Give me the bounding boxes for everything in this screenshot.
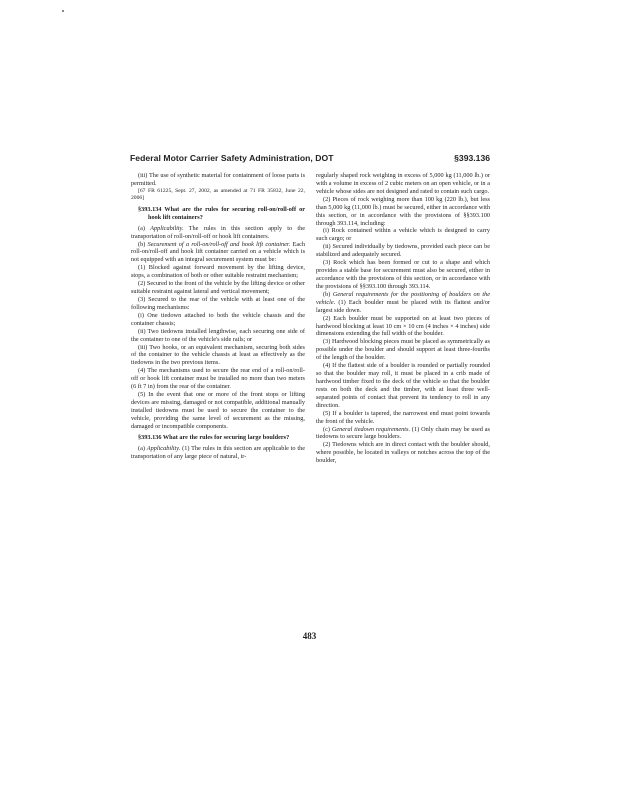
paragraph-b3iii: (iii) Two hooks, or an equivalent mechanism, securing both sides of the container to the vehicle chassis at least as effectively as the tiedowns in the two previous items. bbox=[131, 343, 305, 367]
page-number: 483 bbox=[302, 631, 317, 641]
paragraph-a3: (3) Rock which has been formed or cut to a shape and which provides a stable base for securement must also be secured, either in accordance with the provisions of this section, or in accordance with the provisions of §§393.100 through 393.114. bbox=[316, 259, 490, 290]
paragraph-b3ii: (ii) Two tiedowns installed lengthwise, each securing one side of the container to one of the vehicle's side rails; or bbox=[131, 327, 305, 343]
paragraph-136-a-applicability: (a) Applicability. (1) The rules in this section are applicable to the transportation of any large piece of natural, ir- bbox=[131, 444, 305, 460]
header-section-number: §393.136 bbox=[454, 153, 490, 163]
paragraph-b5-tapered: (5) If a boulder is tapered, the narrowest end must point towards the front of the vehicle. bbox=[316, 409, 490, 425]
paragraph-b-securement: (b) Securement of a roll-on/roll-off and hook lift container. Each roll-on/roll-off and hook lift container carried on a vehicle which is not equipped with an integral securement system must be: bbox=[131, 240, 305, 264]
paragraph-b4-rounded: (4) If the flattest side of a boulder is rounded or partially rounded so that the boulder may roll, it must be placed in a crib made of hardwood timber fixed to the deck of the vehicle so that the boulder rests on both the deck and the timber, with at least three well-separated points of contact that prevent its tendency to roll in any direction. bbox=[316, 362, 490, 409]
paragraph-b-positioning: (b) General requirements for the positioning of boulders on the vehicle. (1) Each boulder must be placed with its flattest and/or largest side down. bbox=[316, 290, 490, 314]
running-header bbox=[130, 153, 490, 167]
paragraph-b1: (1) Blocked against forward movement by the lifting device, stops, a combination of both or other suitable restraint mechanism; bbox=[131, 264, 305, 280]
header-agency: Federal Motor Carrier Safety Administration, DOT bbox=[130, 153, 334, 163]
paragraph-b3-hardwood: (3) Hardwood blocking pieces must be placed as symmetrically as possible under the boulder and should support at least three-fourths of the length of the boulder. bbox=[316, 338, 490, 362]
paragraph-b5: (5) In the event that one or more of the front stops or lifting devices are missing, damaged or not compatible, additional manually installed tiedowns must be used to secure the container to the vehicle, providing the same level of securement as the missing, damaged or incompatible components. bbox=[131, 391, 305, 430]
paragraph-c-tiedown: (c) General tiedown requirements. (1) Only chain may be used as tiedowns to secure large boulders. bbox=[316, 425, 490, 441]
paragraph-b3i: (i) One tiedown attached to both the vehicle chassis and the container chassis; bbox=[131, 311, 305, 327]
paragraph-a-applicability: (a) Applicability. The rules in this section apply to the transportation of roll-on/roll-off or hook lift containers. bbox=[131, 224, 305, 240]
left-column bbox=[131, 172, 305, 586]
paragraph-a2i: (i) Rock contained within a vehicle which is designed to carry such cargo; or bbox=[316, 227, 490, 243]
paragraph-a2ii: (ii) Secured individually by tiedowns, provided each piece can be stabilized and adequately secured. bbox=[316, 243, 490, 259]
section-393-136-title: §393.136 What are the rules for securing large boulders? bbox=[138, 433, 290, 441]
paragraph-b2: (2) Secured to the front of the vehicle by the lifting device or other suitable restraint against lateral and vertical movement; bbox=[131, 280, 305, 296]
paragraph-continued: regularly shaped rock weighing in excess of 5,000 kg (11,000 lb.) or with a volume in excess of 2 cubic meters on an open vehicle, or in a vehicle whose sides are not designed and rated to contain such cargo. bbox=[316, 172, 490, 195]
paragraph-a2: (2) Pieces of rock weighing more than 100 kg (220 lb.), but less than 5,000 kg (11,000 lb.) must be secured, either in accordance with this section, or in accordance with the provisions of §§393.100 through 393.114, including: bbox=[316, 195, 490, 227]
citation-note: [67 FR 61225, Sept. 27, 2002, as amended at 71 FR 35832, June 22, 2006] bbox=[131, 187, 305, 201]
paragraph-iii-synthetic: (iii) The use of synthetic material for containment of loose parts is permitted. bbox=[131, 172, 305, 187]
paragraph-b2-blocking: (2) Each boulder must be supported on at least two pieces of hardwood blocking at least 10 cm × 10 cm (4 inches × 4 inches) side dimensions extending the full width of the boulder. bbox=[316, 314, 490, 338]
paragraph-b4: (4) The mechanisms used to secure the rear end of a roll-on/roll-off or hook lift container must be installed no more than two meters (6 ft 7 in) from the rear of the container. bbox=[131, 367, 305, 391]
scan-speck bbox=[62, 10, 64, 12]
section-393-134-title: §393.134 What are the rules for securing roll-on/roll-off or hook lift containers? bbox=[138, 205, 305, 221]
paragraph-b3: (3) Secured to the rear of the vehicle with at least one of the following mechanisms: bbox=[131, 295, 305, 311]
paragraph-c2: (2) Tiedowns which are in direct contact with the boulder should, where possible, be located in valleys or notches across the top of the boulder, bbox=[316, 441, 490, 465]
right-column bbox=[316, 172, 490, 586]
